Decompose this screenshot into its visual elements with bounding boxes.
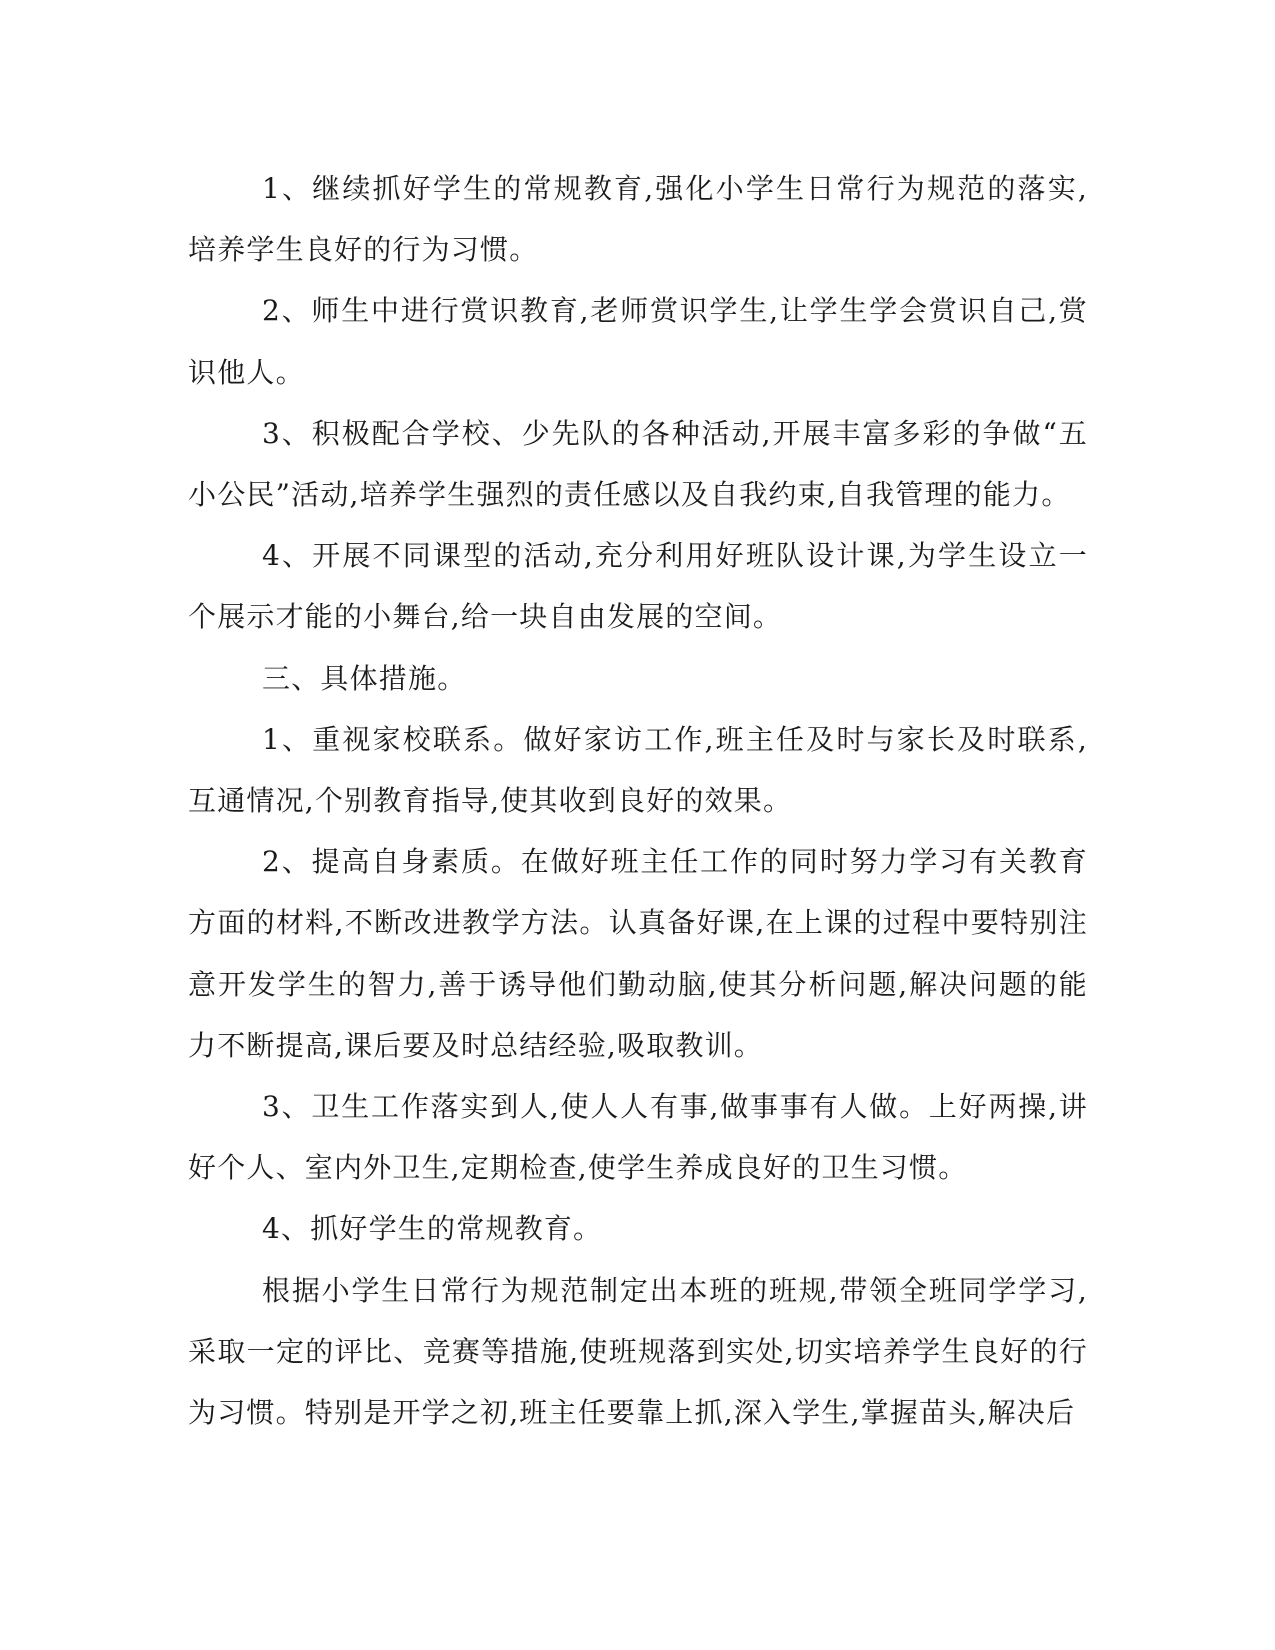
paragraph-goal-3: 3、积极配合学校、少先队的各种活动,开展丰富多彩的争做“五小公民”活动,培养学生强烈的责任感以及自我约束,自我管理的能力。: [188, 416, 1088, 512]
paragraph-goal-2: 2、师生中进行赏识教育,老师赏识学生,让学生学会赏识自己,赏识他人。: [188, 294, 1088, 389]
section-heading-measures: 三、具体措施。: [262, 661, 467, 695]
paragraph-measure-4-detail: 根据小学生日常行为规范制定出本班的班规,带领全班同学学习,采取一定的评比、竞赛等措施,使班规落到实处,切实培养学生良好的行为习惯。特别是开学之初,班主任要靠上抓,深入学生,掌握苗头,解决后: [188, 1273, 1088, 1430]
paragraph-goal-1: 1、继续抓好学生的常规教育,强化小学生日常行为规范的落实,培养学生良好的行为习惯。: [188, 172, 1088, 267]
document-body: [188, 158, 1088, 1443]
paragraph-measure-3: 3、卫生工作落实到人,使人人有事,做事事有人做。上好两操,讲好个人、室内外卫生,定期检查,使学生养成良好的卫生习惯。: [188, 1090, 1088, 1185]
paragraph-goal-4: 4、开展不同课型的活动,充分利用好班队设计课,为学生设立一个展示才能的小舞台,给一块自由发展的空间。: [188, 539, 1088, 634]
paragraph-measure-4: 4、抓好学生的常规教育。: [262, 1212, 603, 1246]
paragraph-measure-2: 2、提高自身素质。在做好班主任工作的同时努力学习有关教育方面的材料,不断改进教学方法。认真备好课,在上课的过程中要特别注意开发学生的智力,善于诱导他们勤动脑,使其分析问题,解决问题的能力不断提高,课后要及时总结经验,吸取教训。: [188, 845, 1088, 1062]
paragraph-measure-1: 1、重视家校联系。做好家访工作,班主任及时与家长及时联系,互通情况,个别教育指导,使其收到良好的效果。: [188, 722, 1088, 818]
